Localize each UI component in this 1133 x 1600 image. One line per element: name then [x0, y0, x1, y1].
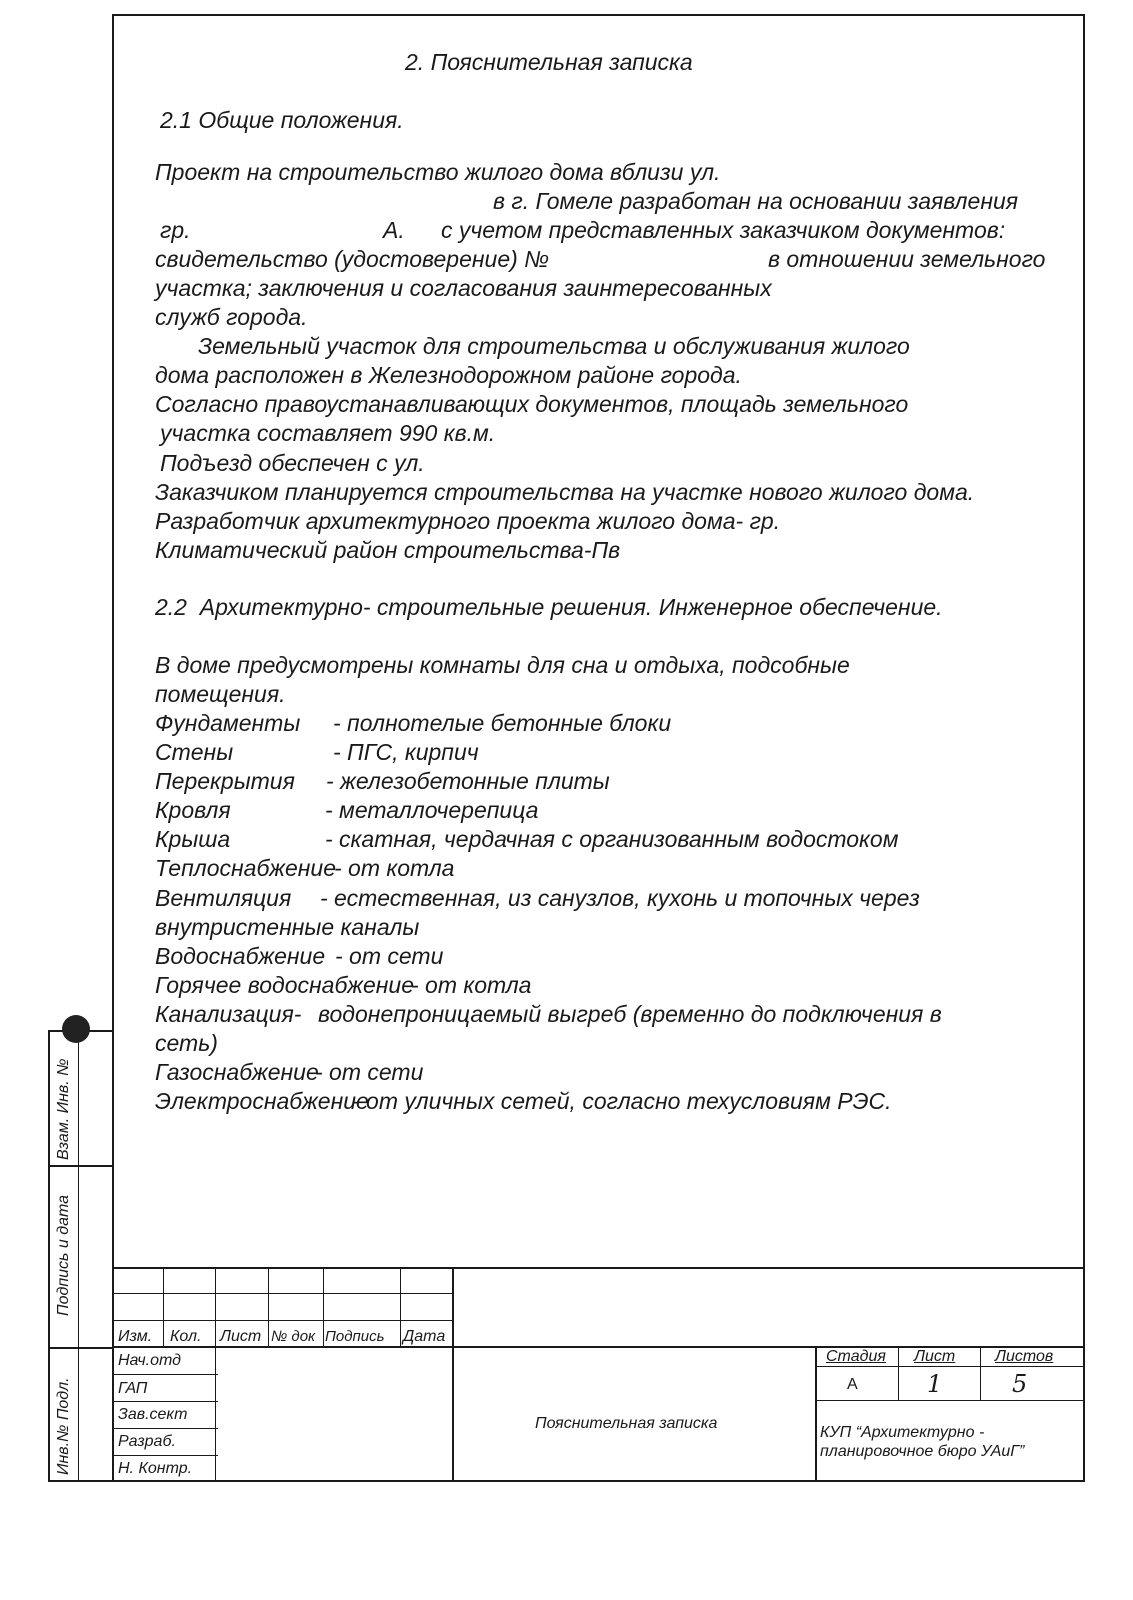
- spec-label: Водоснабжение: [155, 943, 326, 969]
- spec-label: Перекрытия: [155, 768, 295, 794]
- paragraph-line: А.: [383, 217, 405, 243]
- spec-label: Стены: [155, 739, 234, 765]
- spec-value: - металлочерепица: [325, 797, 539, 823]
- paragraph-line: служб города.: [155, 304, 308, 330]
- side-label-vzam: Взам. Инв. №: [55, 1058, 72, 1160]
- spec-label: Вентиляция: [155, 885, 292, 911]
- paragraph-line: Заказчиком планируется строительства на участке нового жилого дома.: [155, 479, 975, 505]
- paragraph-line: в отношении земельного: [768, 246, 1046, 272]
- paragraph-line: свидетельство (удостоверение) №: [155, 246, 550, 272]
- stamp-sheets-label: Листов: [995, 1348, 1054, 1365]
- stamp-col-data: Дата: [403, 1328, 446, 1345]
- spec-label: Крыша: [155, 826, 231, 852]
- spec-value: - полнотелые бетонные блоки: [333, 710, 672, 736]
- spec-value: - естественная, из санузлов, кухонь и топочных через: [320, 885, 920, 911]
- section-heading: 2.1 Общие положения.: [160, 107, 404, 133]
- stamp-col-kol: Кол.: [170, 1328, 202, 1345]
- stamp-role-n-kontr: Н. Контр.: [118, 1460, 193, 1477]
- page-title: 2. Пояснительная записка: [405, 49, 693, 75]
- stamp-sheets-value: 5: [1012, 1370, 1028, 1398]
- spec-value: - от сети: [335, 943, 444, 969]
- paragraph-line: Климатический район строительства-Пв: [155, 537, 621, 563]
- stamp-col-podpis: Подпись: [325, 1328, 385, 1345]
- paragraph-line: Проект на строительство жилого дома вблизи ул.: [155, 159, 721, 185]
- stamp-col-ndok: № док: [271, 1328, 316, 1345]
- spec-value: - от уличных сетей, согласно техусловиям РЭС.: [352, 1088, 892, 1114]
- section-heading: 2.2 Архитектурно- строительные решения. Инженерное обеспечение.: [155, 594, 943, 620]
- spec-value: сеть): [155, 1030, 218, 1056]
- spec-value: - ПГС, кирпич: [333, 739, 479, 765]
- spec-label: Электроснабжение: [155, 1088, 369, 1114]
- paragraph-line: участка; заключения и согласования заинтересованных: [155, 275, 772, 301]
- stamp-document-name: Пояснительная записка: [535, 1415, 718, 1432]
- paragraph-line: дома расположен в Железнодорожном районе города.: [155, 362, 742, 388]
- paragraph-line: В доме предусмотрены комнаты для сна и отдыха, подсобные: [155, 652, 850, 678]
- paragraph-line: с учетом представленных заказчиком документов:: [441, 217, 1006, 243]
- stamp-role-nach-otd: Нач.отд: [118, 1352, 181, 1369]
- side-label-sign: Подпись и дата: [55, 1194, 72, 1316]
- paragraph-line: помещения.: [155, 681, 286, 707]
- paragraph-line: Подъезд обеспечен с ул.: [160, 450, 425, 476]
- paragraph-line: участка составляет 990 кв.м.: [160, 420, 496, 446]
- stamp-role-gap: ГАП: [118, 1380, 148, 1397]
- spec-label: Фундаменты: [155, 710, 301, 736]
- stamp-role-razrab: Разраб.: [118, 1433, 176, 1450]
- spec-label: Канализация-: [155, 1001, 302, 1027]
- spec-label: Газоснабжение: [155, 1059, 319, 1085]
- side-label-inv: Инв.№ Подл.: [55, 1377, 72, 1475]
- stamp-role-zav-sekt: Зав.сект: [118, 1406, 188, 1423]
- paragraph-line: гр.: [160, 217, 191, 243]
- spec-value: водонепроницаемый выгреб (временно до подключения в: [318, 1001, 942, 1027]
- paragraph-line: в г. Гомеле разработан на основании заявления: [493, 188, 1019, 214]
- spec-value: - от сети: [315, 1059, 424, 1085]
- spec-value: - скатная, чердачная с организованным водостоком: [325, 826, 899, 852]
- spec-value: - от котла: [411, 972, 532, 998]
- spec-value: внутристенные каналы: [155, 914, 420, 940]
- paragraph-line: Земельный участок для строительства и обслуживания жилого: [198, 333, 910, 359]
- stamp-sheet-value: 1: [927, 1370, 943, 1398]
- stamp-col-izm: Изм.: [118, 1328, 153, 1345]
- stamp-stage-value: А: [847, 1376, 858, 1393]
- paragraph-line: Согласно правоустанавливающих документов, площадь земельного: [155, 391, 909, 417]
- spec-value: - от котла: [334, 855, 455, 881]
- spec-label: Кровля: [155, 797, 231, 823]
- paragraph-line: Разработчик архитектурного проекта жилого дома- гр.: [155, 508, 781, 534]
- punch-hole: [62, 1015, 90, 1043]
- stamp-organization-line1: КУП “Архитектурно -: [820, 1424, 985, 1441]
- spec-label: Теплоснабжение: [155, 855, 336, 881]
- stamp-organization-line2: планировочное бюро УАиГ”: [820, 1443, 1025, 1460]
- stamp-col-list: Лист: [220, 1328, 262, 1345]
- spec-value: - железобетонные плиты: [326, 768, 610, 794]
- spec-label: Горячее водоснабжение: [155, 972, 414, 998]
- stamp-stage-label: Стадия: [826, 1348, 886, 1365]
- stamp-sheet-label: Лист: [914, 1348, 956, 1365]
